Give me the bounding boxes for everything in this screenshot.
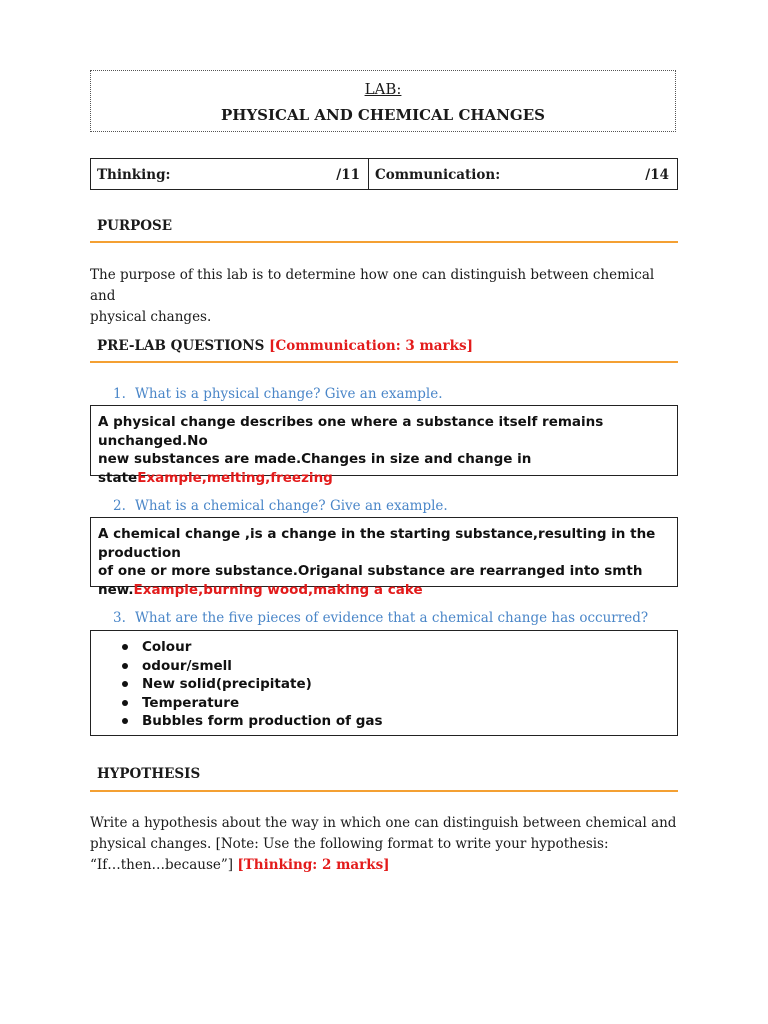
prelab-heading	[97, 338, 473, 354]
question-2-number: 2.	[113, 498, 126, 514]
marks-table	[90, 158, 678, 190]
question-2-text: What is a chemical change? Give an example.	[135, 498, 448, 514]
question-2	[113, 498, 448, 514]
question-1-text: What is a physical change? Give an example.	[135, 386, 443, 402]
thinking-score: /11	[336, 167, 360, 183]
answer-2-line2: of one or more substance.Origanal substance are rearranged into smth	[98, 563, 643, 579]
list-item: Colour	[98, 638, 670, 657]
answer-2-example: Example,burning wood,making a cake	[133, 581, 423, 598]
question-1	[113, 386, 443, 402]
communication-cell	[368, 158, 678, 190]
purpose-heading: PURPOSE	[97, 218, 173, 234]
answer-1-line2: new substances are made.Changes in size and change in	[98, 451, 532, 467]
hypothesis-divider	[90, 790, 678, 792]
hypothesis-text-line1: Write a hypothesis about the way in which one can distinguish between chemical and	[90, 815, 677, 831]
lab-label: LAB:	[364, 80, 402, 98]
evidence-list	[98, 638, 670, 731]
answer-2-line3-text: new.	[98, 581, 134, 598]
prelab-heading-label: PRE-LAB QUESTIONS	[97, 338, 270, 354]
hypothesis-text-line2: physical changes. [Note: Use the following format to write your hypothesis:	[90, 836, 609, 852]
hypothesis-text	[90, 813, 680, 876]
answer-1-line3-text: state	[98, 469, 138, 486]
purpose-text-line2: physical changes.	[90, 309, 212, 325]
hypothesis-format: “If…then…because”]	[90, 857, 238, 873]
list-item: Temperature	[98, 694, 670, 713]
communication-label: Communication:	[375, 167, 501, 183]
hypothesis-heading: HYPOTHESIS	[97, 766, 201, 782]
purpose-text-line1: The purpose of this lab is to determine how one can distinguish between chemical and	[90, 267, 655, 304]
hypothesis-text-line3	[90, 855, 680, 876]
thinking-label: Thinking:	[97, 167, 171, 183]
question-3-number: 3.	[113, 610, 126, 626]
list-item: Bubbles form production of gas	[98, 712, 670, 731]
answer-2-line3	[98, 581, 670, 600]
answer-1-box	[90, 405, 678, 486]
answer-2-line1: A chemical change ,is a change in the starting substance,resulting in the production	[98, 526, 656, 561]
title-box	[90, 70, 676, 132]
list-item: odour/smell	[98, 657, 670, 676]
prelab-marks: [Communication: 3 marks]	[269, 338, 473, 354]
question-3	[113, 610, 648, 626]
prelab-divider	[90, 361, 678, 363]
thinking-cell	[90, 158, 369, 190]
page-title: PHYSICAL AND CHEMICAL CHANGES	[221, 106, 545, 124]
purpose-divider	[90, 241, 678, 243]
question-1-number: 1.	[113, 386, 126, 402]
question-3-text: What are the five pieces of evidence that a chemical change has occurred?	[135, 610, 649, 626]
answer-1-line1: A physical change describes one where a substance itself remains unchanged.No	[98, 414, 604, 449]
purpose-text	[90, 265, 680, 328]
answer-1-example: Example,melting,freezing	[137, 469, 333, 486]
communication-score: /14	[645, 167, 669, 183]
answer-3-box	[90, 630, 678, 736]
answer-2-box	[90, 517, 678, 598]
list-item: New solid(precipitate)	[98, 675, 670, 694]
answer-1-line3	[98, 469, 670, 488]
hypothesis-marks: [Thinking: 2 marks]	[237, 857, 390, 873]
